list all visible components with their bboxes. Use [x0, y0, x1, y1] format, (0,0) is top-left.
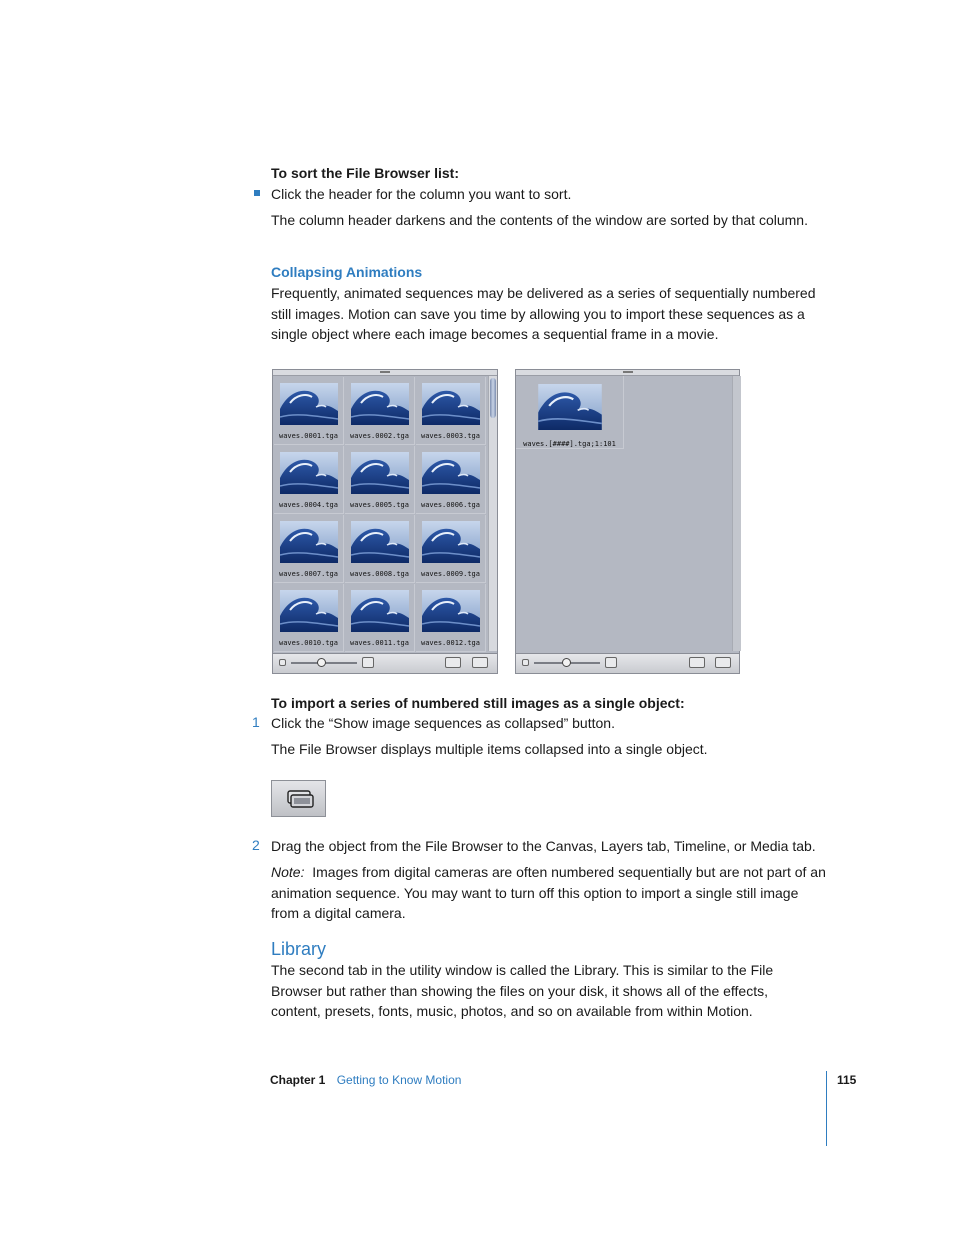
frame-caption: waves.0007.tga — [278, 570, 338, 578]
import-heading: To import a series of numbered still images as a single object: — [271, 695, 685, 711]
show-sequences-collapsed-button[interactable] — [271, 780, 326, 817]
large-thumb-icon — [362, 657, 374, 668]
frame-caption: waves.0011.tga — [349, 639, 409, 647]
wave-thumbnail — [422, 383, 480, 425]
sequence-frame-item[interactable] — [345, 446, 415, 514]
vertical-scrollbar[interactable] — [732, 376, 741, 651]
sequence-frame-item[interactable] — [274, 377, 344, 445]
frame-caption: waves.0010.tga — [278, 639, 338, 647]
file-browser-expanded — [272, 369, 498, 674]
sequence-frame-item[interactable] — [416, 515, 486, 583]
wave-thumbnail — [280, 383, 338, 425]
sequence-frame-item[interactable] — [416, 446, 486, 514]
collapse-sequences-icon[interactable] — [445, 657, 461, 668]
step-1-text: Click the “Show image sequences as collapsed” button. — [271, 715, 615, 731]
library-body: The second tab in the utility window is called the Library. This is similar to the File Browser but rather than showing the files on your disk, it shows all of the effects, content, presets, fonts, music, photos, and so on available from within Motion. — [271, 962, 774, 1019]
step-1-result: The File Browser displays multiple items collapsed into a single object. — [271, 741, 708, 757]
collapse-sequences-icon[interactable] — [689, 657, 705, 668]
sequence-frame-item[interactable] — [345, 584, 415, 652]
vertical-scrollbar[interactable] — [488, 376, 497, 651]
frame-caption: waves.0002.tga — [349, 432, 409, 440]
sort-result-text: The column header darkens and the contents of the window are sorted by that column. — [271, 212, 808, 228]
panel-bottom-bar — [273, 653, 497, 673]
wave-thumbnail — [538, 384, 602, 430]
wave-thumbnail — [280, 452, 338, 494]
sequence-frame-item[interactable] — [416, 584, 486, 652]
file-browser-collapsed — [515, 369, 740, 674]
step-2-text: Drag the object from the File Browser to the Canvas, Layers tab, Timeline, or Media tab. — [271, 838, 816, 854]
new-folder-icon[interactable] — [472, 657, 488, 668]
step-1-number: 1 — [252, 714, 260, 730]
footer-chapter — [270, 1073, 461, 1087]
page-number: 115 — [837, 1073, 857, 1087]
grip-handle-icon[interactable] — [380, 371, 390, 373]
small-thumb-icon — [279, 659, 286, 666]
library-heading: Library — [271, 939, 327, 959]
wave-thumbnail — [351, 590, 409, 632]
note-label: Note: — [271, 864, 305, 880]
chapter-label: Chapter 1 — [270, 1073, 326, 1087]
sequence-frame-item[interactable] — [274, 446, 344, 514]
wave-thumbnail — [351, 383, 409, 425]
frame-caption: waves.0006.tga — [420, 501, 480, 509]
sort-heading: To sort the File Browser list: — [271, 165, 459, 181]
new-folder-icon[interactable] — [715, 657, 731, 668]
icon-size-slider-knob[interactable] — [317, 658, 326, 667]
sequence-frame-item[interactable] — [274, 584, 344, 652]
large-thumb-icon — [605, 657, 617, 668]
sequence-frame-item[interactable] — [416, 377, 486, 445]
bullet-marker — [254, 190, 260, 196]
note-paragraph — [271, 862, 827, 924]
frame-caption: waves.0012.tga — [420, 639, 480, 647]
frame-caption: waves.0003.tga — [420, 432, 480, 440]
frame-caption: waves.0004.tga — [278, 501, 338, 509]
wave-thumbnail — [422, 521, 480, 563]
wave-thumbnail — [351, 452, 409, 494]
collapsed-sequence-caption: waves.[####].tga;1:101 — [523, 440, 616, 448]
step-2-number: 2 — [252, 837, 260, 853]
wave-thumbnail — [351, 521, 409, 563]
wave-thumbnail — [422, 590, 480, 632]
footer-rule — [826, 1071, 827, 1146]
icon-size-slider-knob[interactable] — [562, 658, 571, 667]
collapsing-body: Frequently, animated sequences may be delivered as a series of sequentially numbered still images. Motion can save you time by allowing you to import these sequences as a single object where each image becomes a sequential frame in a movie. — [271, 285, 816, 342]
collapsed-sequence-item[interactable] — [516, 376, 624, 449]
grip-handle-icon[interactable] — [623, 371, 633, 373]
frame-caption: waves.0008.tga — [349, 570, 409, 578]
stacked-frames-icon — [286, 789, 314, 809]
sequence-frame-item[interactable] — [345, 515, 415, 583]
frame-caption: waves.0005.tga — [349, 501, 409, 509]
sequence-frame-item[interactable] — [274, 515, 344, 583]
scrollbar-thumb[interactable] — [490, 378, 496, 418]
chapter-title[interactable]: Getting to Know Motion — [336, 1073, 462, 1087]
panel-bottom-bar — [516, 653, 739, 673]
frame-caption: waves.0001.tga — [278, 432, 338, 440]
panel-top-bar — [273, 370, 497, 376]
sort-bullet-text: Click the header for the column you want to sort. — [271, 186, 572, 202]
collapsing-heading: Collapsing Animations — [271, 264, 423, 280]
sequence-frame-item[interactable] — [345, 377, 415, 445]
wave-thumbnail — [280, 590, 338, 632]
small-thumb-icon — [522, 659, 529, 666]
wave-thumbnail — [422, 452, 480, 494]
frame-caption: waves.0009.tga — [420, 570, 480, 578]
wave-thumbnail — [280, 521, 338, 563]
note-text: Images from digital cameras are often numbered sequentially but are not part of an animation sequence. You may want to turn off this option to import a single still image from a digital camera. — [271, 864, 826, 921]
